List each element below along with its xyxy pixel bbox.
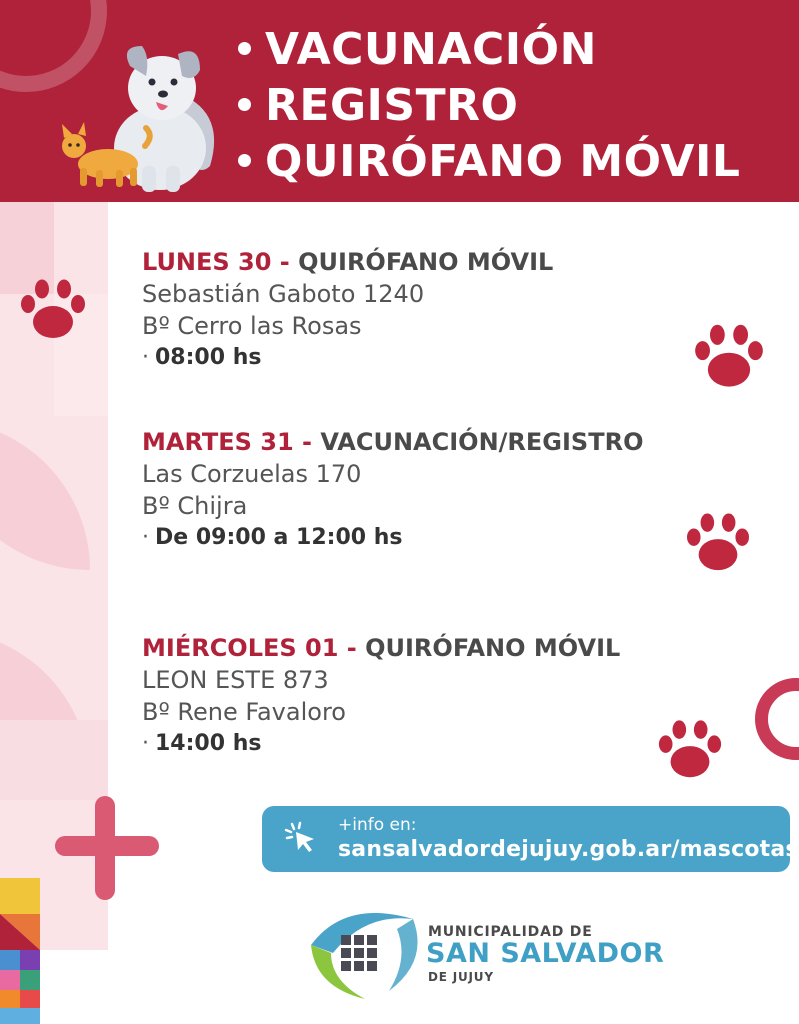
paw-icon <box>656 718 724 782</box>
info-link-bar[interactable] <box>262 806 799 872</box>
municipality-logo <box>305 905 423 1001</box>
schedule-heading <box>142 632 620 664</box>
schedule-day: MIÉRCOLES 01 - <box>142 634 366 662</box>
bullet-icon: · <box>142 345 149 370</box>
bullet-icon <box>238 154 251 167</box>
decor-mosaic <box>0 878 40 1024</box>
plus-decor-icon <box>55 796 159 900</box>
schedule-address: Las Corzuelas 170 <box>142 460 362 488</box>
schedule-time: 14:00 hs <box>155 731 262 756</box>
bullet-icon: · <box>142 731 149 756</box>
schedule-time: 08:00 hs <box>155 345 262 370</box>
schedule-time: De 09:00 a 12:00 hs <box>155 525 403 550</box>
schedule-address: Sebastián Gaboto 1240 <box>142 280 425 308</box>
decor-ring <box>755 678 799 760</box>
decor-block <box>0 720 108 800</box>
bullet-icon: · <box>142 525 149 550</box>
schedule-time-row <box>142 522 643 554</box>
schedule-time-row <box>142 728 620 760</box>
schedule-entry-wednesday <box>142 632 620 760</box>
headline-item: VACUNACIÓN <box>238 22 740 78</box>
schedule-time-row <box>142 342 553 374</box>
schedule-address: LEON ESTE 873 <box>142 666 329 694</box>
schedule-activity: QUIRÓFANO MÓVIL <box>298 248 554 276</box>
schedule-day: MARTES 31 - <box>142 428 321 456</box>
headline-item: QUIRÓFANO MÓVIL <box>238 134 740 190</box>
paw-icon <box>18 278 88 342</box>
bullet-icon <box>238 98 251 111</box>
schedule-day: LUNES 30 - <box>142 248 299 276</box>
schedule-activity: VACUNACIÓN/REGISTRO <box>320 428 644 456</box>
headline-list <box>238 22 740 190</box>
paw-icon <box>684 512 752 574</box>
schedule-entry-tuesday <box>142 426 643 554</box>
header-banner <box>0 0 799 202</box>
logo-text-line2: SAN SALVADOR <box>426 938 665 969</box>
schedule-heading <box>142 246 553 278</box>
schedule-neighborhood: Bº Rene Favaloro <box>142 698 346 726</box>
info-label: +info en: <box>338 815 417 835</box>
logo-text-line3: DE JUJUY <box>428 970 494 984</box>
schedule-heading <box>142 426 643 458</box>
paw-icon <box>692 322 766 392</box>
headline-item: REGISTRO <box>238 78 740 134</box>
dog-cat-illustration <box>50 36 230 196</box>
schedule-entry-monday <box>142 246 553 374</box>
schedule-neighborhood: Bº Cerro las Rosas <box>142 312 362 340</box>
bullet-icon <box>238 42 251 55</box>
logo-text-line1: MUNICIPALIDAD DE <box>428 924 593 940</box>
info-url-link[interactable]: sansalvadordejujuy.gob.ar/mascotas <box>338 837 799 862</box>
cursor-click-icon <box>284 820 320 856</box>
schedule-activity: QUIRÓFANO MÓVIL <box>365 634 621 662</box>
schedule-neighborhood: Bº Chijra <box>142 492 248 520</box>
